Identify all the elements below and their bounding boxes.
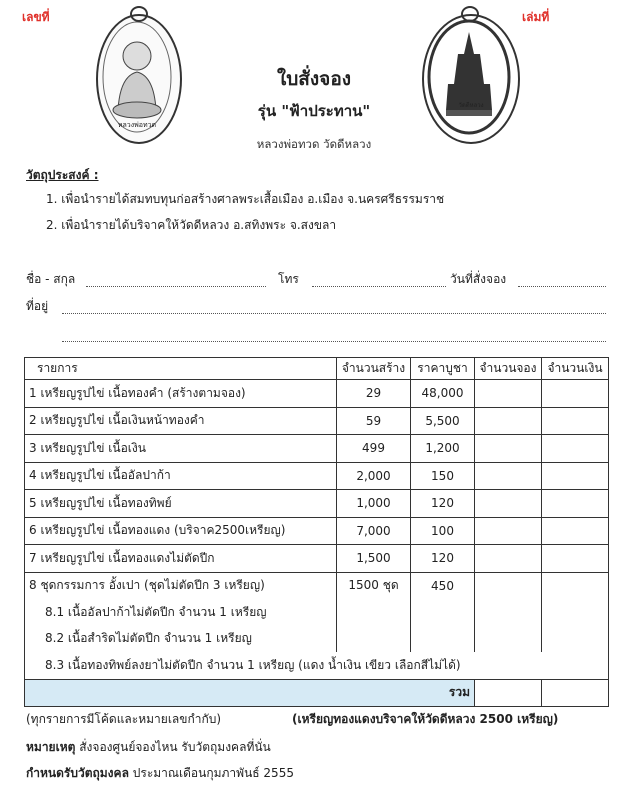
- order-date-field[interactable]: [518, 286, 606, 287]
- row-qty: 1,000: [337, 490, 411, 518]
- table-row-sub: [25, 652, 609, 679]
- purpose-item-1: 1. เพื่อนำรายได้สมทบทุนก่อสร้างศาลพระเสื้อเมือง อ.เมือง จ.นครศรีธรรมราช: [46, 192, 445, 206]
- table-row: [25, 407, 609, 435]
- row-price: 5,500: [411, 407, 475, 435]
- row-item: 7 เหรียญรูปไข่ เนื้อทองแดงไม่ตัดปีก: [25, 545, 337, 573]
- row-qty: 29: [337, 380, 411, 408]
- address-field-line-1[interactable]: [62, 313, 606, 314]
- left-medal-caption: หลวงพ่อทวด: [117, 121, 157, 129]
- header-amount: จำนวนเงิน: [542, 358, 609, 380]
- row-price: 120: [411, 545, 475, 573]
- row-amount-field[interactable]: [542, 380, 609, 408]
- row-order-qty-field[interactable]: [475, 435, 542, 463]
- header-qty: จำนวนสร้าง: [337, 358, 411, 380]
- form-title: ใบสั่งจอง: [276, 68, 352, 90]
- phone-field[interactable]: [312, 286, 446, 287]
- purpose-item-2: 2. เพื่อนำรายได้บริจาคให้วัดดีหลวง อ.สทิงพระ จ.สงขลา: [46, 218, 337, 232]
- receive-text: ประมาณเดือนกุมภาพันธ์ 2555: [132, 766, 294, 780]
- set-sub-item: 8.1 เนื้ออัลปาก้าไม่ตัดปีก จำนวน 1 เหรียญ: [25, 599, 337, 626]
- address-label: ที่อยู่: [26, 299, 49, 313]
- row-qty: 7,000: [337, 517, 411, 545]
- table-row: [25, 517, 609, 545]
- remark-text: สั่งจองศูนย์จองไหน รับวัตถุมงคลที่นั่น: [79, 740, 271, 754]
- address-field-line-2[interactable]: [62, 341, 606, 342]
- purpose-heading: วัตถุประสงค์ :: [26, 168, 99, 182]
- row-order-qty-field[interactable]: [475, 462, 542, 490]
- header-item: รายการ: [25, 358, 337, 380]
- remark: [26, 738, 271, 757]
- set-sub-item: 8.3 เนื้อทองทิพย์ลงยาไม่ตัดปีก จำนวน 1 เหรียญ (แดง น้ำเงิน เขียว เลือกสีไม่ได้): [25, 652, 609, 679]
- left-medal-image: [96, 14, 182, 144]
- row-item: 6 เหรียญรูปไข่ เนื้อทองแดง (บริจาค2500เหรียญ): [25, 517, 337, 545]
- receive-label: กำหนดรับวัตถุมงคล: [26, 766, 129, 780]
- row-item: 1 เหรียญรูปไข่ เนื้อทองคำ (สร้างตามจอง): [25, 380, 337, 408]
- receive-date: [26, 764, 294, 783]
- row-amount-field[interactable]: [542, 407, 609, 435]
- row-amount-field[interactable]: [542, 462, 609, 490]
- name-label: ชื่อ - สกุล: [26, 272, 76, 286]
- row-amount-field[interactable]: [542, 545, 609, 573]
- row-order-qty-field[interactable]: [475, 380, 542, 408]
- row-qty: 2,000: [337, 462, 411, 490]
- set-item: 8 ชุดกรรมการ อั้งเปา (ชุดไม่ตัดปีก 3 เหรียญ): [25, 572, 337, 599]
- set-qty: 1500 ชุด: [337, 572, 411, 599]
- total-order-qty-field[interactable]: [475, 679, 542, 707]
- row-price: 150: [411, 462, 475, 490]
- row-price: 48,000: [411, 380, 475, 408]
- set-sub-item: 8.2 เนื้อสำริดไม่ตัดปีก จำนวน 1 เหรียญ: [25, 626, 337, 653]
- order-date-label: วันที่สั่งจอง: [450, 272, 507, 286]
- total-row: [25, 679, 609, 707]
- right-medal-caption: วัดดีหลวง: [458, 102, 484, 109]
- total-label: รวม: [411, 679, 475, 707]
- right-medal-image: [422, 14, 520, 144]
- row-qty: 59: [337, 407, 411, 435]
- form-subtitle: รุ่น "ฟ้าประทาน": [257, 102, 371, 120]
- row-order-qty-field[interactable]: [475, 517, 542, 545]
- row-item: 3 เหรียญรูปไข่ เนื้อเงิน: [25, 435, 337, 463]
- row-price: 1,200: [411, 435, 475, 463]
- order-table: [24, 357, 609, 707]
- set-order-qty-field[interactable]: [475, 572, 542, 652]
- row-price: 120: [411, 490, 475, 518]
- row-order-qty-field[interactable]: [475, 545, 542, 573]
- donation-note: (เหรียญทองแดงบริจาคให้วัดดีหลวง 2500 เหรียญ): [292, 712, 559, 726]
- left-medal-loop-icon: [130, 6, 148, 22]
- table-header-row: [25, 358, 609, 380]
- row-item: 2 เหรียญรูปไข่ เนื้อเงินหน้าทองคำ: [25, 407, 337, 435]
- row-amount-field[interactable]: [542, 435, 609, 463]
- table-row: [25, 545, 609, 573]
- header-price: ราคาบูชา: [411, 358, 475, 380]
- row-price: 100: [411, 517, 475, 545]
- phone-label: โทร: [278, 272, 299, 286]
- row-item: 5 เหรียญรูปไข่ เนื้อทองทิพย์: [25, 490, 337, 518]
- set-price: 450: [411, 572, 475, 599]
- table-row: [25, 490, 609, 518]
- row-amount-field[interactable]: [542, 517, 609, 545]
- table-row: [25, 435, 609, 463]
- table-row-set: [25, 572, 609, 599]
- row-qty: 1,500: [337, 545, 411, 573]
- set-amount-field[interactable]: [542, 572, 609, 652]
- temple-name: หลวงพ่อทวด วัดดีหลวง: [256, 137, 372, 151]
- right-medal-loop-icon: [461, 6, 479, 22]
- name-field[interactable]: [86, 286, 266, 287]
- row-amount-field[interactable]: [542, 490, 609, 518]
- table-row: [25, 380, 609, 408]
- row-item: 4 เหรียญรูปไข่ เนื้ออัลปาก้า: [25, 462, 337, 490]
- serial-number-label: เลขที่: [22, 10, 50, 24]
- row-qty: 499: [337, 435, 411, 463]
- row-order-qty-field[interactable]: [475, 407, 542, 435]
- code-note: (ทุกรายการมีโค้ดและหมายเลขกำกับ): [26, 712, 222, 726]
- remark-label: หมายเหตุ: [26, 740, 76, 754]
- header-order-qty: จำนวนจอง: [475, 358, 542, 380]
- book-number-label: เล่มที่: [522, 10, 550, 24]
- row-order-qty-field[interactable]: [475, 490, 542, 518]
- total-amount-field[interactable]: [542, 679, 609, 707]
- table-row: [25, 462, 609, 490]
